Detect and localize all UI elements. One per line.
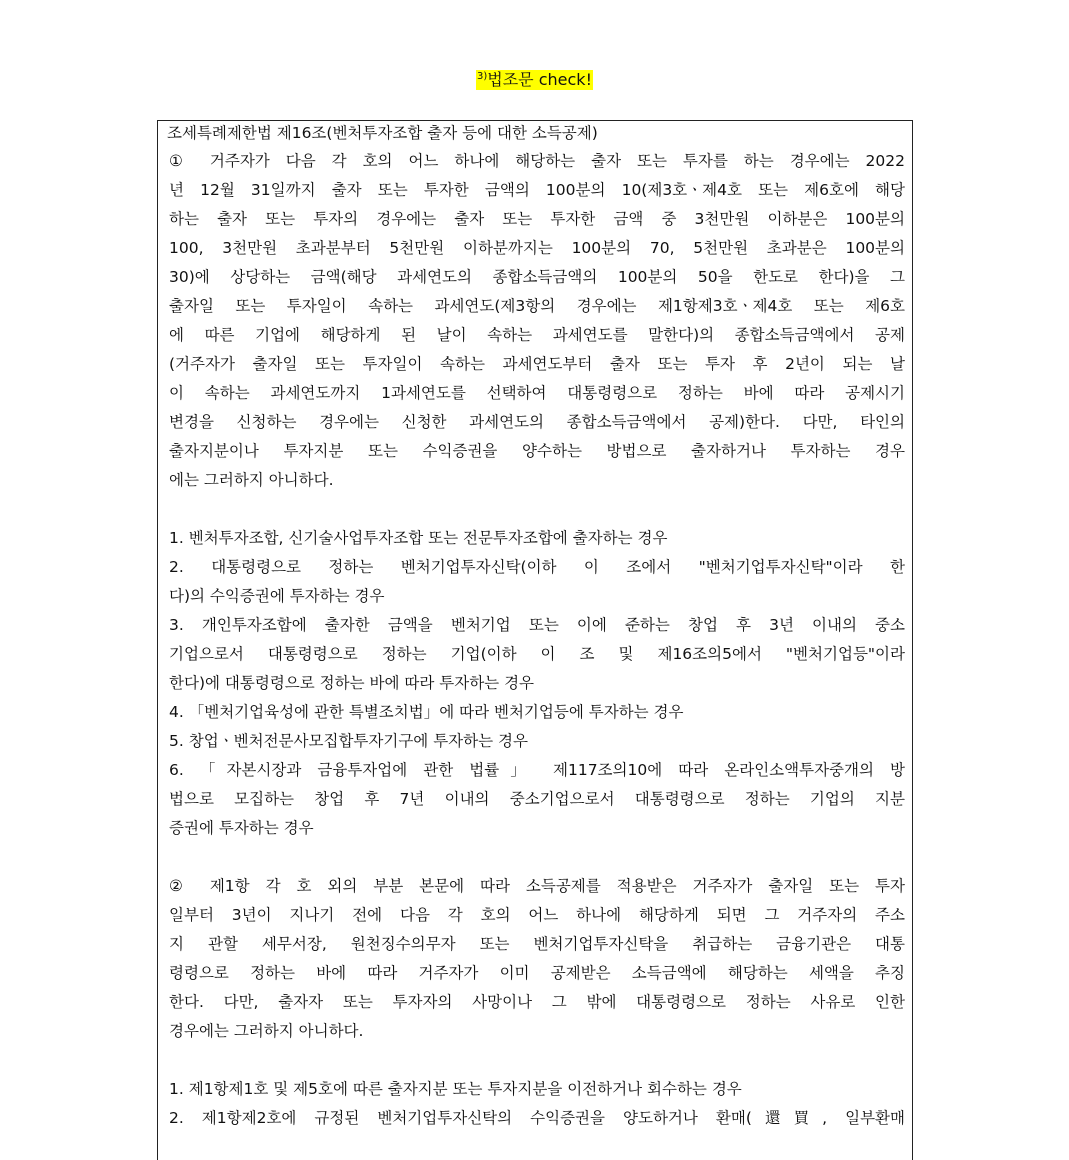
law-text-line: 증권에 투자하는 경우	[169, 819, 314, 837]
law-text-line: 6. 「자본시장과 금융투자업에 관한 법률」 제117조의10에 따라 온라인소액투자중개의 방	[169, 761, 905, 779]
law-text-line: 30)에 상당하는 금액(해당 과세연도의 종합소득금액의 100분의 50을 한도로 한다)을 그	[169, 268, 905, 286]
law-body	[169, 147, 905, 1133]
law-title: 조세특례제한법 제16조(벤처투자조합 출자 등에 대한 소득공제)	[167, 124, 598, 142]
law-text-line: 하는 출자 또는 투자의 경우에는 출자 또는 투자한 금액 중 3천만원 이하분은 100분의	[169, 210, 905, 228]
law-text-line: 에 따른 기업에 해당하게 된 날이 속하는 과세연도를 말한다)의 종합소득금액에서 공제	[169, 326, 905, 344]
heading-text: 법조문 check!	[487, 70, 592, 89]
heading-number: 3)	[477, 71, 488, 82]
law-text-line: 한다. 다만, 출자자 또는 투자자의 사망이나 그 밖에 대통령령으로 정하는 사유로 인한	[169, 993, 905, 1011]
law-text-line: (거주자가 출자일 또는 투자일이 속하는 과세연도부터 출자 또는 투자 후 2년이 되는 날	[169, 355, 905, 373]
law-text-line: 법으로 모집하는 창업 후 7년 이내의 중소기업으로서 대통령령으로 정하는 기업의 지분	[169, 790, 905, 808]
law-text-line: 1. 제1항제1호 및 제5호에 따른 출자지분 또는 투자지분을 이전하거나 회수하는 경우	[169, 1080, 742, 1098]
law-text-line: 변경을 신청하는 경우에는 신청한 과세연도의 종합소득금액에서 공제)한다. 다만, 타인의	[169, 413, 905, 431]
law-text-line: 출자일 또는 투자일이 속하는 과세연도(제3항의 경우에는 제1항제3호ㆍ제4호 또는 제6호	[169, 297, 905, 315]
law-text-line: ① 거주자가 다음 각 호의 어느 하나에 해당하는 출자 또는 투자를 하는 경우에는 2022	[169, 152, 905, 170]
law-text-line: 3. 개인투자조합에 출자한 금액을 벤처기업 또는 이에 준하는 창업 후 3년 이내의 중소	[169, 616, 905, 634]
law-text-line: 4. 「벤처기업육성에 관한 특별조치법」에 따라 벤처기업등에 투자하는 경우	[169, 703, 684, 721]
law-text-box	[157, 120, 913, 1160]
law-text-line: 100, 3천만원 초과분부터 5천만원 이하분까지는 100분의 70, 5천만원 초과분은 100분의	[169, 239, 905, 257]
law-text-line: 년 12월 31일까지 출자 또는 투자한 금액의 100분의 10(제3호ㆍ제4호 또는 제6호에 해당	[169, 181, 905, 199]
law-text-line: 지 관할 세무서장, 원천징수의무자 또는 벤처기업투자신탁을 취급하는 금융기관은 대통	[169, 935, 905, 953]
blank-line	[169, 495, 905, 524]
law-text-line: 경우에는 그러하지 아니하다.	[169, 1022, 364, 1040]
law-text-line: 령령으로 정하는 바에 따라 거주자가 이미 공제받은 소득금액에 해당하는 세액을 추징	[169, 964, 905, 982]
law-text-line: 다)의 수익증권에 투자하는 경우	[169, 587, 385, 605]
blank-line	[169, 843, 905, 872]
law-text-line: 일부터 3년이 지나기 전에 다음 각 호의 어느 하나에 해당하게 되면 그 거주자의 주소	[169, 906, 905, 924]
law-text-line: 5. 창업ㆍ벤처전문사모집합투자기구에 투자하는 경우	[169, 732, 528, 750]
law-text-line: 에는 그러하지 아니하다.	[169, 471, 334, 489]
page-heading	[476, 70, 593, 90]
law-text-line: 2. 대통령령으로 정하는 벤처기업투자신탁(이하 이 조에서 "벤처기업투자신탁"이라 한	[169, 558, 905, 576]
law-text-line: 2. 제1항제2호에 규정된 벤처기업투자신탁의 수익증권을 양도하거나 환매(還買, 일부환매	[169, 1109, 905, 1127]
law-text-line: 출자지분이나 투자지분 또는 수익증권을 양수하는 방법으로 출자하거나 투자하는 경우	[169, 442, 905, 460]
law-text-line: 1. 벤처투자조합, 신기술사업투자조합 또는 전문투자조합에 출자하는 경우	[169, 529, 668, 547]
blank-line	[169, 1046, 905, 1075]
law-text-line: 한다)에 대통령령으로 정하는 바에 따라 투자하는 경우	[169, 674, 535, 692]
law-text-line: 기업으로서 대통령령으로 정하는 기업(이하 이 조 및 제16조의5에서 "벤처기업등"이라	[169, 645, 905, 663]
law-text-line: 이 속하는 과세연도까지 1과세연도를 선택하여 대통령령으로 정하는 바에 따라 공제시기	[169, 384, 905, 402]
heading-container	[0, 70, 1069, 94]
law-text-line: ② 제1항 각 호 외의 부분 본문에 따라 소득공제를 적용받은 거주자가 출자일 또는 투자	[169, 877, 905, 895]
